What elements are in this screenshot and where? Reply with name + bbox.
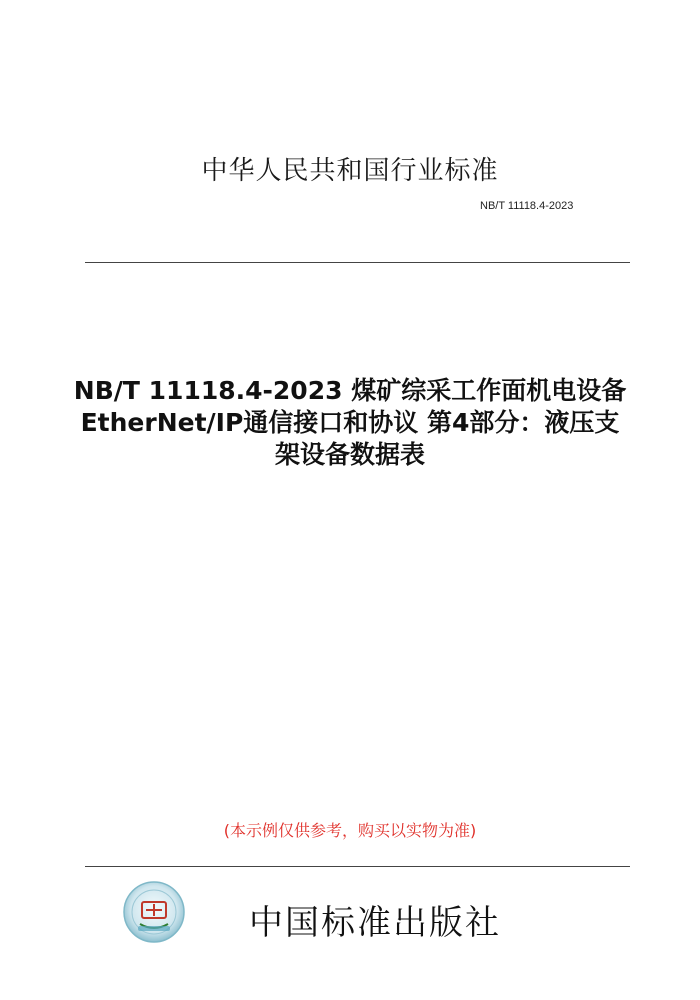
standard-code: NB/T 11118.4-2023 <box>480 200 574 212</box>
bottom-divider <box>85 866 630 867</box>
sample-notice: (本示例仅供参考，购买以实物为准) <box>223 821 477 840</box>
document-title <box>40 375 660 471</box>
document-title-line-3: 架设备数据表 <box>274 440 425 469</box>
document-title-line-2: EtherNet/IP通信接口和协议 第4部分：液压支 <box>80 408 620 437</box>
publisher-seal-icon <box>122 880 186 944</box>
publisher-name: 中国标准出版社 <box>249 903 501 943</box>
document-title-line-1: NB/T 11118.4-2023 煤矿综采工作面机电设备 <box>73 376 627 405</box>
top-divider <box>85 262 630 263</box>
header-title: 中华人民共和国行业标准 <box>201 156 499 186</box>
